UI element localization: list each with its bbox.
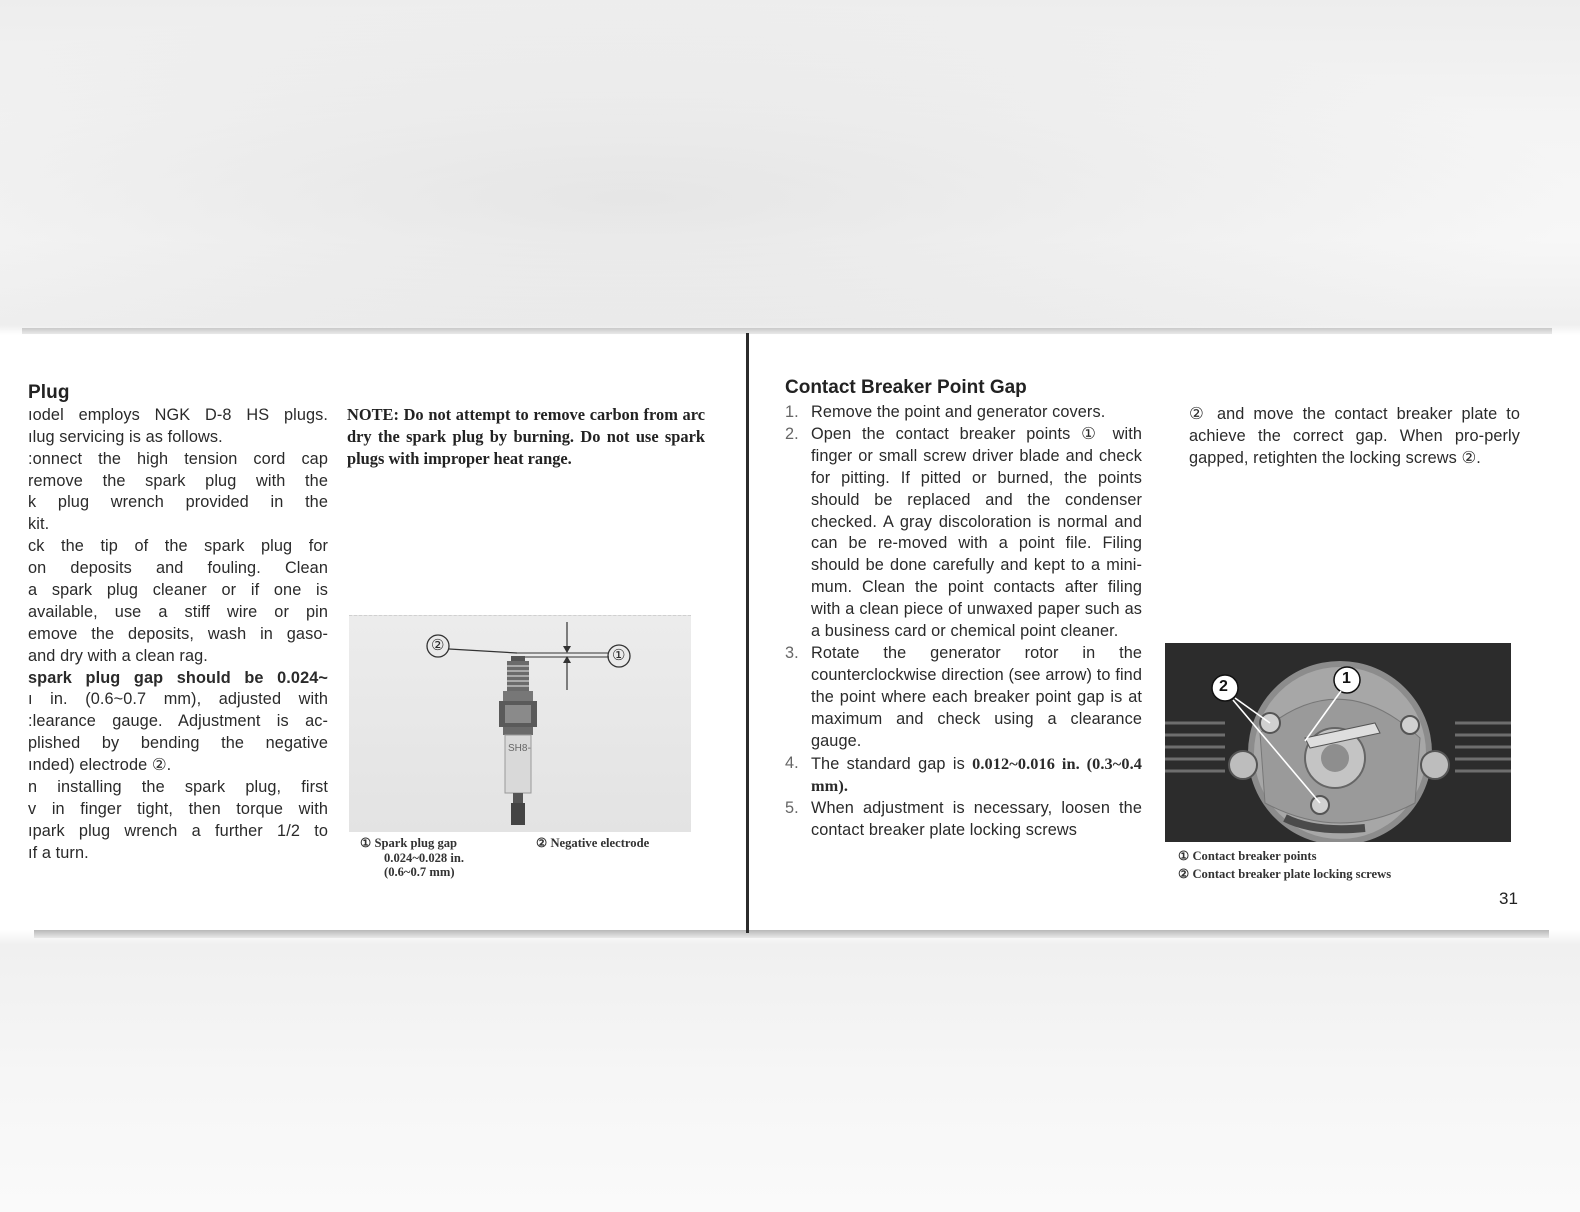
page-number: 31	[1499, 889, 1518, 908]
photo-callout-1: 1	[1342, 670, 1351, 687]
page-edge-top	[22, 328, 1552, 334]
page-title: Contact Breaker Point Gap	[785, 377, 1027, 398]
body-line: remove the spark plug with the	[28, 471, 328, 490]
body-line: k plug wrench provided in the	[28, 493, 328, 512]
body-line: ılug servicing is as follows.	[28, 427, 223, 446]
spark-plug-section	[28, 382, 328, 865]
breaker-photo-illustration	[1165, 643, 1511, 842]
book-gutter	[746, 333, 749, 933]
body-line: ıpark plug wrench a further 1/2 to	[28, 821, 328, 840]
body-line: on deposits and fouling. Clean	[28, 559, 328, 578]
body-line: v in finger tight, then torque with	[28, 799, 328, 818]
list-item: 4. The standard gap is 0.012~0.016 in. (0.3~0.4 mm).	[785, 753, 1143, 796]
callout-1-label: ①	[612, 647, 626, 664]
body-line: emove the deposits, wash in gaso-	[28, 624, 328, 643]
body-line: ck the tip of the spark plug for	[28, 537, 328, 556]
note-block: NOTE: Do not attempt to remove carbon from arc dry the spark plug by burning. Do not use spark plugs with improper heat range.	[347, 405, 705, 469]
contact-breaker-photo	[1165, 643, 1511, 842]
continuation-text: ② and move the contact breaker plate to achieve the correct gap. When pro-perly gapped, retighten the locking screws ②.	[1189, 405, 1520, 467]
body-line: plished by bending the negative	[28, 734, 328, 753]
list-item: 2. Open the contact breaker points ① with finger or small screw driver blade and check for pitting. If pitted or burned, the points should be replaced and the condenser checked. A gray discoloration is normal and can be re-moved with a point file. Filing should be done carefully and kept to a mini-mum. Clean the point contacts after filing with a clean piece of unwaxed paper such as a business card or chemical point cleaner.	[785, 424, 1142, 641]
figure-caption-1	[360, 836, 500, 880]
body-line: ıf a turn.	[28, 843, 89, 862]
body-line: and dry with a clean rag.	[28, 646, 208, 665]
spark-plug-figure	[349, 615, 691, 832]
scan-background-top	[0, 0, 1580, 330]
body-line: a spark plug cleaner or if one is	[28, 581, 328, 600]
body-line: n installing the spark plug, first	[28, 778, 328, 797]
caption-value-in: 0.024~0.028 in.	[384, 850, 465, 865]
photo-callout-2: 2	[1219, 678, 1228, 695]
body-line: :onnect the high tension cord cap	[28, 449, 328, 468]
body-line: :learance gauge. Adjustment is ac-	[28, 712, 328, 731]
callout-2-label: ②	[431, 637, 445, 654]
caption-title: ① Spark plug gap	[360, 836, 458, 850]
body-line: kit.	[28, 515, 50, 534]
photo-caption	[1178, 847, 1508, 883]
list-item: 5. When adjustment is necessary, loosen the contact breaker plate locking screws	[785, 799, 1142, 840]
figure-caption-2: ② Negative electrode	[536, 836, 650, 850]
photo-caption-2: ② Contact breaker plate locking screws	[1178, 867, 1392, 881]
spark-plug-illustration	[349, 616, 691, 832]
body-line: available, use a stiff wire or pin	[28, 602, 328, 621]
procedure-list	[785, 402, 1142, 842]
body-line: ı in. (0.6~0.7 mm), adjusted with	[28, 690, 328, 709]
photo-caption-1: ① Contact breaker points	[1178, 849, 1317, 863]
list-item: 1. Remove the point and generator covers.	[785, 403, 1106, 421]
list-item: 3. Rotate the generator rotor in the counterclockwise direction (see arrow) to find the point where each breaker point gap is at maximum and check using a clearance gauge.	[785, 643, 1142, 750]
section-title: Plug	[28, 382, 70, 403]
plug-marking: SH8-	[508, 743, 531, 754]
page-edge-bottom	[34, 930, 1549, 938]
caption-value-mm: (0.6~0.7 mm)	[384, 865, 455, 880]
body-line: ıodel employs NGK D-8 HS plugs.	[28, 405, 328, 424]
body-line: ınded) electrode ②.	[28, 756, 172, 775]
body-line: spark plug gap should be 0.024~	[28, 668, 328, 687]
